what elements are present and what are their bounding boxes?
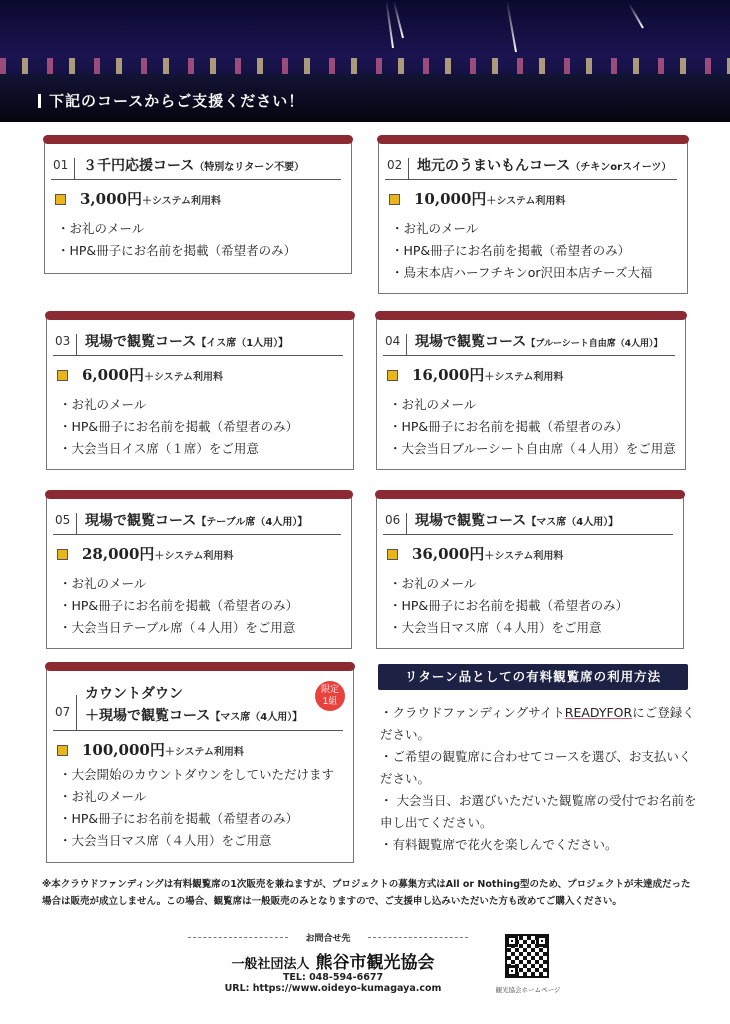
- firework-streak: [393, 1, 404, 38]
- heading-bar: [38, 94, 41, 108]
- card-topbar: [45, 662, 355, 671]
- usage-text: にご登録ください。: [380, 705, 695, 742]
- card-topbar: [43, 135, 353, 144]
- course-title: [83, 155, 304, 175]
- course-subtitle: 【テーブル席（4人用）】: [196, 517, 308, 528]
- price-marker-icon: [55, 194, 66, 205]
- card-header: [53, 328, 343, 356]
- price-marker-icon: [389, 194, 400, 205]
- contact-label: お問合せ先: [188, 931, 468, 944]
- firework-streak: [385, 0, 394, 48]
- card-header: [385, 152, 677, 180]
- firework-streak: [506, 1, 517, 53]
- qr-finder: [506, 965, 518, 977]
- course-card-05: [46, 496, 352, 649]
- course-title: [85, 331, 288, 351]
- usage-text: ・クラウドファンディングサイト: [380, 705, 565, 720]
- course-item: ・HP&冊子にお名前を掲載（希望者のみ）: [59, 598, 299, 613]
- course-title: [417, 155, 671, 175]
- course-subtitle: 【ブルーシート自由席（4人用）】: [526, 339, 663, 349]
- hero-heading-text: 下記のコースからご支援ください！: [49, 92, 305, 110]
- course-title: [85, 683, 302, 729]
- course-subtitle: 【マス席（4人用）】: [526, 517, 619, 528]
- contact-tel[interactable]: TEL: 048-594-6677: [282, 972, 384, 983]
- course-price: [57, 739, 244, 760]
- badge-line2: 1組: [322, 697, 338, 707]
- price-suffix: ＋システム利用料: [141, 196, 221, 207]
- course-title: [85, 510, 307, 530]
- course-items: [59, 764, 334, 852]
- course-items: [57, 218, 296, 262]
- course-title-line2: ＋現場で観覧コース: [85, 708, 211, 724]
- course-items: [389, 573, 628, 639]
- price-suffix: ＋システム利用料: [154, 551, 234, 562]
- course-item: ・HP&冊子にお名前を掲載（希望者のみ）: [59, 811, 299, 826]
- course-price: [387, 364, 563, 385]
- course-items: [59, 394, 298, 460]
- price-value: 3,000円: [80, 190, 142, 208]
- price-suffix: ＋システム利用料: [143, 372, 223, 383]
- course-item: ・お礼のメール: [59, 789, 147, 804]
- course-item: ・HP&冊子にお名前を掲載（希望者のみ）: [59, 419, 299, 434]
- course-title-text: 現場で観覧コース: [85, 334, 197, 350]
- card-topbar: [375, 490, 685, 499]
- course-title: [415, 331, 663, 351]
- readyfor-link[interactable]: READYFOR: [564, 705, 633, 720]
- disclaimer-note: ※本クラウドファンディングは有料観覧席の1次販売を兼ねますが、プロジェクトの募集方式はAll or Nothing型のため、プロジェクトが未達成だった場合は販売が成立しません。この場合、観覧席は一般販売のみとなりますので、ご支援申し込みいただいた方も改めてご購入ください。: [42, 879, 691, 907]
- organization-name: [198, 948, 468, 973]
- price-marker-icon: [57, 549, 68, 560]
- price-suffix: ＋システム利用料: [484, 372, 564, 383]
- usage-title: リターン品としての有料観覧席の利用方法: [378, 664, 688, 690]
- course-subtitle: （特別なリターン不要）: [194, 162, 305, 173]
- course-item: ・大会当日ブルーシート自由席（４人用）をご用意: [389, 441, 676, 456]
- course-price: [55, 188, 221, 209]
- usage-step: ・ 大会当日、お選びいただいた観覧席の受付でお名前を申し出てください。: [380, 793, 697, 830]
- price-marker-icon: [57, 370, 68, 381]
- course-item: ・HP&冊子にお名前を掲載（希望者のみ）: [391, 243, 631, 258]
- course-title-text: 地元のうまいもんコース: [417, 158, 571, 174]
- card-header: [53, 679, 343, 731]
- course-items: [391, 218, 652, 284]
- firework-streak: [628, 3, 644, 28]
- course-title-line1: カウントダウン: [85, 686, 183, 702]
- course-items: [59, 573, 298, 639]
- qr-finder: [536, 935, 548, 947]
- card-header: [383, 507, 673, 535]
- price-value: 100,000円: [82, 741, 165, 759]
- qr-finder: [506, 935, 518, 947]
- course-number: 07: [53, 695, 77, 731]
- course-card-03: [46, 317, 354, 470]
- qr-code-icon[interactable]: [505, 934, 549, 978]
- course-item: ・大会当日イス席（１席）をご用意: [59, 441, 259, 456]
- course-card-04: [376, 317, 686, 470]
- course-price: [389, 188, 565, 209]
- course-card-02: [378, 141, 688, 294]
- price-value: 36,000円: [412, 545, 485, 563]
- course-item: ・お礼のメール: [59, 576, 147, 591]
- course-item: ・HP&冊子にお名前を掲載（希望者のみ）: [389, 598, 629, 613]
- price-value: 16,000円: [412, 366, 485, 384]
- price-value: 6,000円: [82, 366, 144, 384]
- course-item: ・大会当日マス席（４人用）をご用意: [59, 833, 272, 848]
- course-price: [387, 543, 563, 564]
- price-marker-icon: [57, 745, 68, 756]
- course-title-text: 現場で観覧コース: [85, 513, 197, 529]
- price-suffix: ＋システム利用料: [164, 747, 244, 758]
- card-header: [51, 152, 341, 180]
- course-number: 03: [53, 334, 77, 356]
- course-card-06: [376, 496, 684, 649]
- price-value: 28,000円: [82, 545, 155, 563]
- card-topbar: [375, 311, 687, 320]
- course-item: ・大会開始のカウントダウンをしていただけます: [59, 767, 335, 782]
- course-subtitle: 【イス席（1人用）】: [196, 338, 289, 349]
- course-item: ・お礼のメール: [391, 221, 479, 236]
- course-item: ・お礼のメール: [59, 397, 147, 412]
- org-title: 熊谷市観光協会: [315, 953, 435, 973]
- course-item: ・大会当日マス席（４人用）をご用意: [389, 620, 602, 635]
- course-item: ・お礼のメール: [389, 397, 477, 412]
- price-value: 10,000円: [414, 190, 487, 208]
- course-number: 02: [385, 158, 409, 180]
- course-item: ・お礼のメール: [57, 221, 145, 236]
- course-price: [57, 543, 233, 564]
- course-number: 04: [383, 334, 407, 356]
- card-topbar: [377, 135, 689, 144]
- hero-banner: [0, 0, 730, 122]
- course-price: [57, 364, 223, 385]
- course-subtitle: 【マス席（4人用）】: [210, 712, 303, 723]
- course-item: ・お礼のメール: [389, 576, 477, 591]
- usage-step: ・ご希望の観覧席に合わせてコースを選び、お支払いください。: [380, 749, 692, 786]
- course-item: ・大会当日テーブル席（４人用）をご用意: [59, 620, 296, 635]
- course-item: ・HP&冊子にお名前を掲載（希望者のみ）: [57, 243, 297, 258]
- course-number: 01: [51, 158, 75, 180]
- course-item: ・HP&冊子にお名前を掲載（希望者のみ）: [389, 419, 629, 434]
- course-number: 06: [383, 513, 407, 535]
- usage-steps: [380, 702, 698, 856]
- org-type: 一般社団法人: [231, 957, 310, 972]
- course-title: [415, 510, 618, 530]
- course-card-01: [44, 141, 352, 274]
- hero-heading: [38, 90, 304, 111]
- card-topbar: [45, 490, 353, 499]
- price-marker-icon: [387, 549, 398, 560]
- course-item: ・鳥末本店ハーフチキンor沢田本店チーズ大福: [391, 265, 653, 280]
- usage-step: [380, 702, 698, 746]
- price-suffix: ＋システム利用料: [486, 196, 566, 207]
- card-header: [53, 507, 341, 535]
- contact-url[interactable]: URL: https://www.oideyo-kumagaya.com: [224, 983, 442, 994]
- course-number: 05: [53, 513, 77, 535]
- course-card-07: [46, 668, 354, 863]
- course-subtitle: （チキンorスイーツ）: [570, 162, 672, 173]
- price-suffix: ＋システム利用料: [484, 551, 564, 562]
- usage-step: ・有料観覧席で花火を楽しんでください。: [380, 837, 618, 852]
- card-topbar: [45, 311, 355, 320]
- qr-label: 観光協会ホームページ: [495, 986, 561, 994]
- course-title-text: ３千円応援コース: [83, 158, 195, 174]
- course-items: [389, 394, 676, 460]
- course-title-text: 現場で観覧コース: [415, 334, 527, 350]
- course-title-text: 現場で観覧コース: [415, 513, 527, 529]
- price-marker-icon: [387, 370, 398, 381]
- card-header: [383, 328, 675, 356]
- limited-badge: [315, 681, 345, 711]
- badge-line1: 限定: [320, 685, 339, 695]
